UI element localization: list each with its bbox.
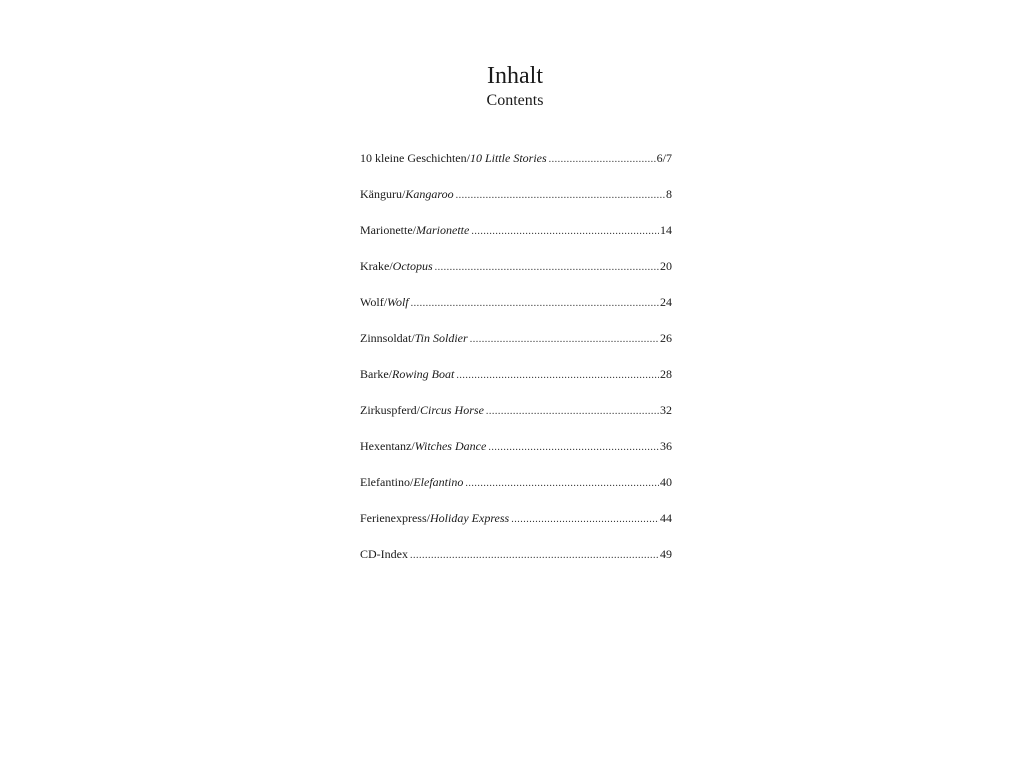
toc-separator: / [411, 331, 415, 345]
toc-page-number: 24 [660, 295, 672, 309]
toc-entry[interactable] [360, 438, 672, 474]
toc-leader-dots [465, 476, 659, 492]
toc-entry[interactable] [360, 402, 672, 438]
toc-title-german: 10 kleine Geschichten [360, 151, 467, 165]
toc-page-number: 32 [660, 403, 672, 417]
toc-title-german: Ferienexpress [360, 511, 427, 525]
toc-leader-dots [471, 224, 659, 240]
page-subtitle: Contents [486, 92, 544, 109]
toc-title-german: Zinnsoldat [360, 331, 412, 345]
toc-title-german: CD-Index [360, 547, 408, 561]
toc-title-german: Wolf [360, 295, 384, 309]
toc-page-number: 26 [660, 331, 672, 345]
toc-entry[interactable] [360, 510, 672, 546]
toc-title-english: Octopus [392, 259, 433, 273]
toc-title-german: Känguru [360, 187, 402, 201]
toc-title-german: Krake [360, 259, 390, 273]
toc-title-english: 10 Little Stories [469, 151, 547, 165]
toc-title-english: Kangaroo [405, 187, 454, 201]
toc-entry[interactable] [360, 222, 672, 258]
toc-page-number: 28 [660, 367, 672, 381]
toc-separator: / [411, 439, 415, 453]
table-of-contents [360, 150, 672, 582]
toc-leader-dots [456, 368, 659, 384]
toc-separator: / [412, 223, 416, 237]
toc-leader-dots [435, 260, 659, 276]
toc-leader-dots [511, 512, 659, 528]
toc-leader-dots [411, 296, 659, 312]
toc-leader-dots [486, 404, 659, 420]
toc-entry[interactable] [360, 366, 672, 402]
toc-title-english: Wolf [387, 295, 409, 309]
toc-leader-dots [470, 332, 659, 348]
toc-title-english: Tin Soldier [414, 331, 468, 345]
toc-separator: / [466, 151, 470, 165]
toc-entry[interactable] [360, 546, 672, 582]
toc-leader-dots [549, 152, 656, 168]
toc-title-german: Hexentanz [360, 439, 412, 453]
toc-page-number: 8 [666, 187, 672, 201]
toc-title-german: Marionette [360, 223, 413, 237]
toc-page-number: 49 [660, 547, 672, 561]
page-title: Inhalt [487, 63, 543, 89]
toc-separator: / [426, 511, 430, 525]
toc-page-number: 6/7 [656, 151, 672, 165]
toc-entry[interactable] [360, 150, 672, 186]
toc-leader-dots [456, 188, 665, 204]
toc-page-number: 40 [660, 475, 672, 489]
toc-separator: / [416, 403, 420, 417]
toc-title-english: Elefantino [413, 475, 464, 489]
toc-title-german: Elefantino [360, 475, 410, 489]
toc-title-english: Circus Horse [420, 403, 484, 417]
toc-entry[interactable] [360, 258, 672, 294]
toc-title-english: Marionette [416, 223, 470, 237]
toc-title-english: Rowing Boat [392, 367, 455, 381]
toc-page-number: 14 [660, 223, 672, 237]
toc-leader-dots [410, 548, 659, 564]
toc-separator: / [383, 295, 388, 309]
toc-separator: / [388, 367, 392, 381]
toc-entry[interactable] [360, 474, 672, 510]
toc-leader-dots [488, 440, 659, 456]
toc-title-german: Zirkuspferd [360, 403, 417, 417]
toc-title-english: Witches Dance [414, 439, 487, 453]
toc-page-number: 44 [660, 511, 672, 525]
toc-page-number: 36 [660, 439, 672, 453]
toc-page-number: 20 [660, 259, 672, 273]
toc-entry[interactable] [360, 186, 672, 222]
toc-entry[interactable] [360, 330, 672, 366]
toc-separator: / [389, 259, 393, 273]
toc-entry[interactable] [360, 294, 672, 330]
toc-title-german: Barke [360, 367, 389, 381]
toc-title-english: Holiday Express [430, 511, 510, 525]
toc-separator: / [402, 187, 406, 201]
toc-separator: / [409, 475, 414, 489]
